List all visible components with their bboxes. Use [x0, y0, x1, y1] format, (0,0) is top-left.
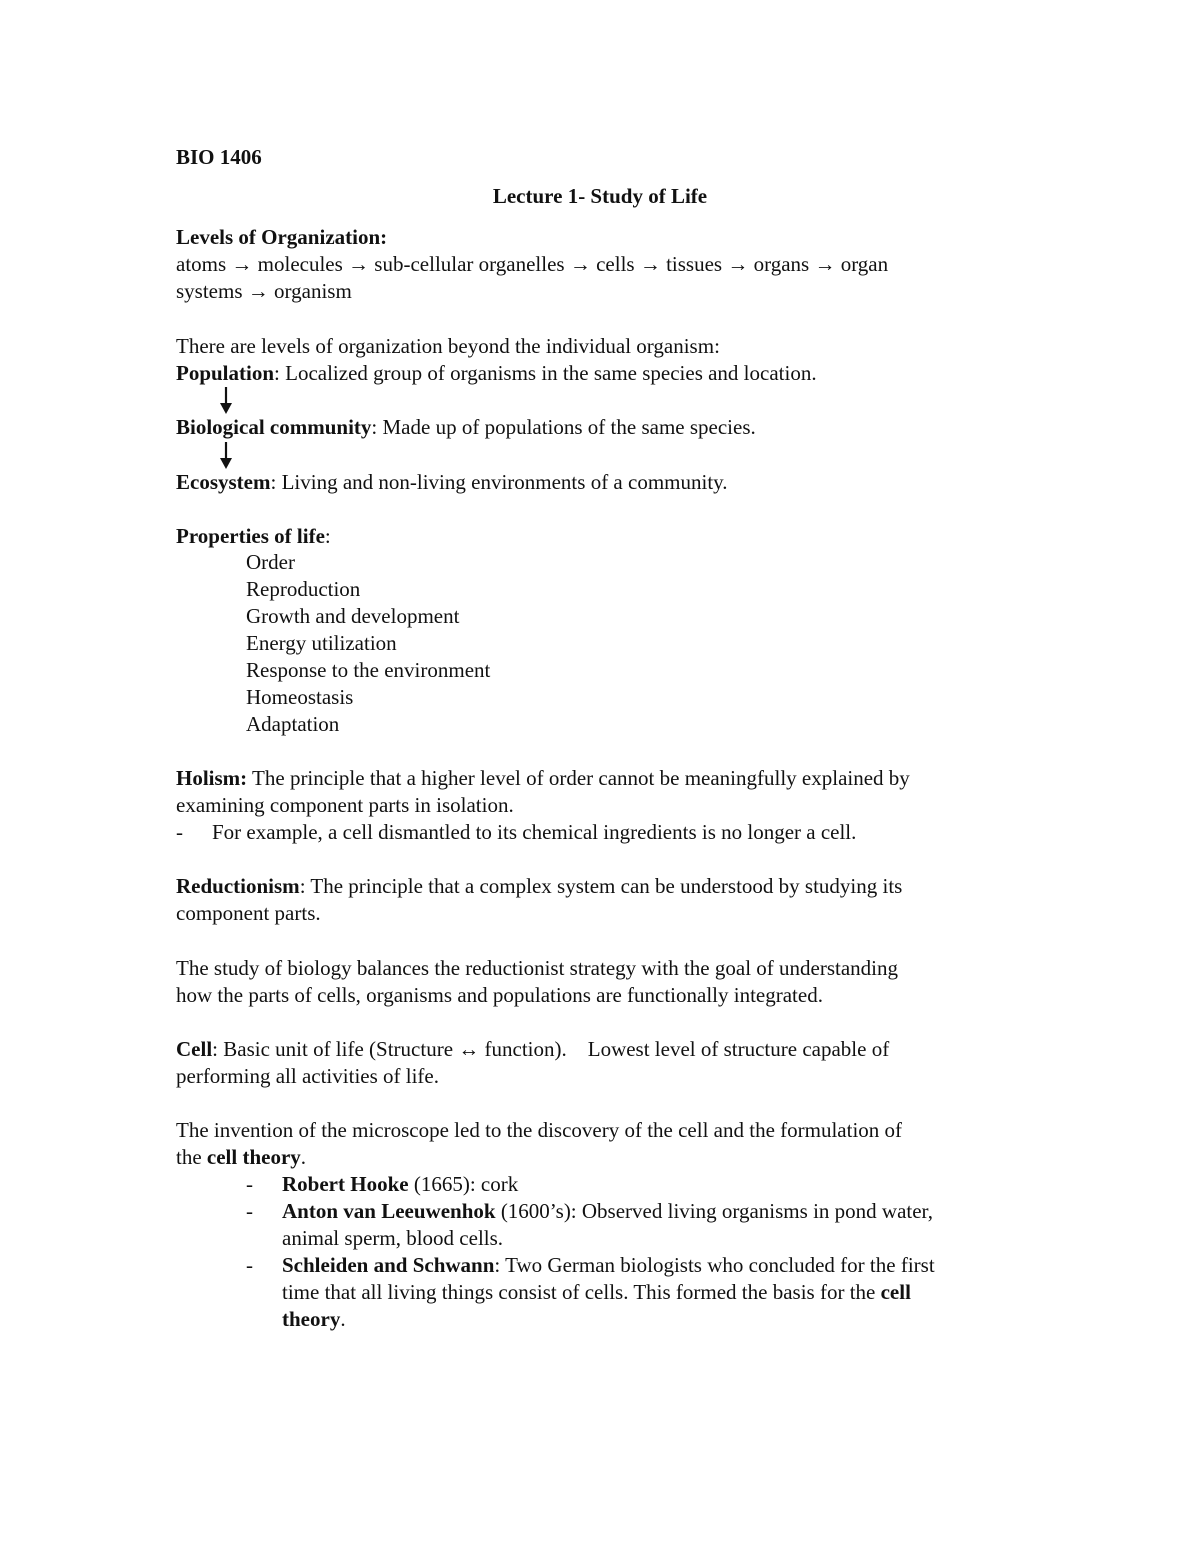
reductionism-line-2: component parts.	[176, 901, 321, 925]
holism-line-1: Holism: The principle that a higher level of order cannot be meaningfully explained by	[176, 766, 910, 790]
scientist-name: Schleiden and Schwann	[282, 1253, 495, 1277]
schleiden-line-2: time that all living things consist of cells. This formed the basis for the cell	[282, 1280, 911, 1304]
cell-term: Cell	[176, 1037, 213, 1061]
property-item: Growth and development	[246, 604, 460, 628]
holism-term: Holism:	[176, 766, 248, 790]
ecosystem-def: : Living and non-living environments of a community.	[270, 470, 728, 494]
course-code: BIO 1406	[176, 145, 262, 169]
scientist-name: Robert Hooke	[282, 1172, 409, 1196]
population-line	[176, 360, 817, 387]
scientist-name: Anton van Leeuwenhok	[282, 1199, 496, 1223]
holism-line-2: examining component parts in isolation.	[176, 793, 514, 817]
reductionism-line-1: Reductionism: The principle that a complex system can be understood by studying its	[176, 874, 903, 898]
hooke-line: Robert Hooke (1665): cork	[282, 1172, 519, 1196]
levels-line-2: systems → organism	[176, 279, 352, 303]
schleiden-line-3: theory.	[282, 1307, 346, 1331]
ecosystem-term: Ecosystem	[176, 470, 271, 494]
holism-bullet-dash: -	[176, 820, 183, 844]
population-def: : Localized group of organisms in the same species and location.	[274, 361, 817, 385]
leeuwenhok-line-1: Anton van Leeuwenhok (1600’s): Observed living organisms in pond water,	[282, 1199, 933, 1223]
balance-line-1: The study of biology balances the reductionist strategy with the goal of understanding	[176, 956, 898, 980]
property-item: Adaptation	[246, 712, 340, 736]
community-term: Biological community	[176, 415, 372, 439]
microscope-line-2: the cell theory.	[176, 1145, 307, 1169]
down-arrow-icon	[216, 385, 236, 415]
property-item: Homeostasis	[246, 685, 354, 709]
levels-heading: Levels of Organization:	[176, 225, 388, 249]
property-item: Response to the environment	[246, 658, 491, 682]
bullet-dash: -	[246, 1253, 253, 1277]
bullet-dash: -	[246, 1172, 253, 1196]
lecture-title: Lecture 1- Study of Life	[492, 184, 708, 208]
microscope-line-1: The invention of the microscope led to the discovery of the cell and the formulation of	[176, 1118, 903, 1142]
cell-line-2: performing all activities of life.	[176, 1064, 439, 1088]
community-def: : Made up of populations of the same species.	[371, 415, 756, 439]
cell-line-1: Cell: Basic unit of life (Structure ↔ function). Lowest level of structure capable of	[176, 1037, 890, 1061]
down-arrow-icon	[216, 440, 236, 470]
properties-heading: Properties of life:	[176, 524, 331, 548]
beyond-intro: There are levels of organization beyond the individual organism:	[176, 334, 720, 358]
reductionism-term: Reductionism	[176, 874, 300, 898]
balance-line-2: how the parts of cells, organisms and populations are functionally integrated.	[176, 983, 823, 1007]
population-term: Population	[176, 361, 275, 385]
holism-bullet: For example, a cell dismantled to its chemical ingredients is no longer a cell.	[212, 820, 857, 844]
leeuwenhok-line-2: animal sperm, blood cells.	[282, 1226, 504, 1250]
schleiden-line-1: Schleiden and Schwann: Two German biologists who concluded for the first	[282, 1253, 935, 1277]
property-item: Reproduction	[246, 577, 361, 601]
property-item: Order	[246, 550, 295, 574]
community-line	[176, 414, 756, 441]
levels-line-1: atoms → molecules → sub-cellular organelles → cells → tissues → organs → organ	[176, 252, 889, 276]
property-item: Energy utilization	[246, 631, 397, 655]
ecosystem-line	[176, 469, 728, 496]
bullet-dash: -	[246, 1199, 253, 1223]
